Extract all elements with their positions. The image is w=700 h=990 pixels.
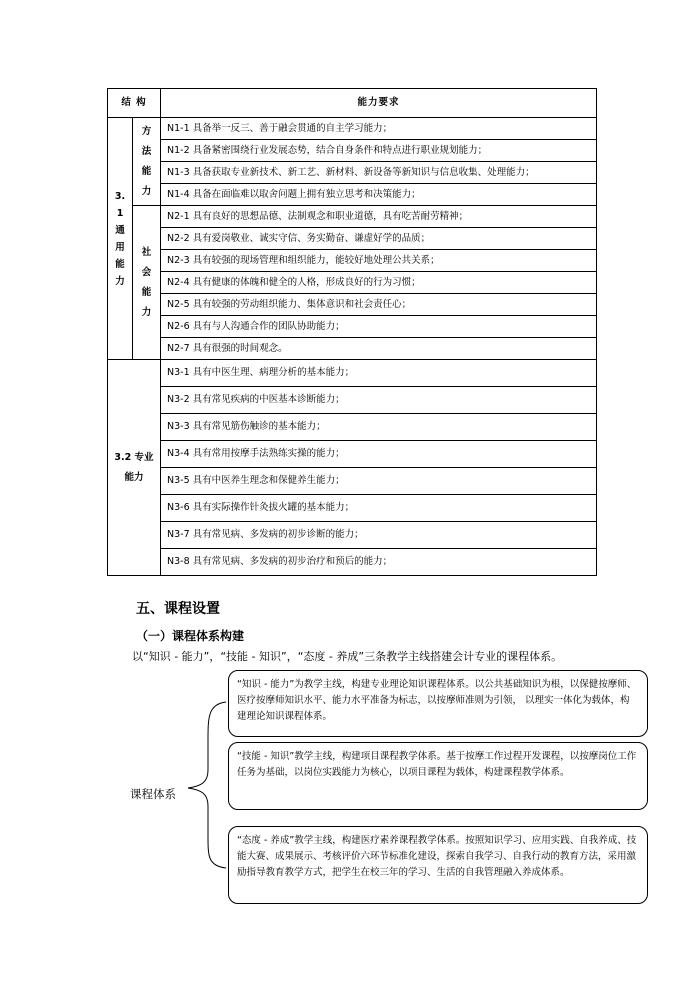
table-row (108, 118, 597, 140)
table-cell: N1-1 具备举一反三、善于融会贯通的自主学习能力； (161, 118, 597, 140)
table-cell: N3-6 具有实际操作针灸拔火罐的基本能力； (161, 495, 597, 522)
table-cell: N2-2 具有爱岗敬业、诚实守信、务实勤奋、谦虚好学的品质； (161, 228, 597, 250)
table-row (108, 250, 597, 272)
skill-knowledge-box: “技能 - 知识”教学主线，构建项目课程教学体系。基于按摩工作过程开发课程，以按摩岗位工作任务为基础，以岗位实践能力为核心，以项目课程为载体，构建课程教学体系。 (228, 742, 648, 810)
intro-paragraph: 以“知识 - 能力”，“技能 - 知识”，“态度 - 养成”三条教学主线搭建会计专业的课程体系。 (132, 650, 563, 663)
table-row (108, 468, 597, 495)
table-row (108, 184, 597, 206)
subsection-title: （一）课程体系构建 (136, 629, 245, 643)
table-cell: N1-4 具备在面临难以取舍问题上拥有独立思考和决策能力； (161, 184, 597, 206)
table-row (108, 338, 597, 360)
group-professional-ability: 3.2 专业能力 (108, 360, 161, 576)
section-title: 五、课程设置 (136, 601, 220, 617)
table-cell: N1-2 具备紧密围绕行业发展态势，结合自身条件和特点进行职业规划能力； (161, 140, 597, 162)
table-row (108, 549, 597, 576)
table-row (108, 316, 597, 338)
table-row (108, 140, 597, 162)
table-row (108, 495, 597, 522)
table-row (108, 206, 597, 228)
table-row (108, 162, 597, 184)
table-cell: N3-7 具有常见病、多发病的初步诊断的能力； (161, 522, 597, 549)
table-cell: N3-8 具有常见病、多发病的初步治疗和预后的能力； (161, 549, 597, 576)
table-cell: N2-4 具有健康的体魄和健全的人格，形成良好的行为习惯； (161, 272, 597, 294)
table-row (108, 414, 597, 441)
table-row (108, 294, 597, 316)
table-cell: N3-4 具有常用按摩手法熟练实操的能力； (161, 441, 597, 468)
table-row (108, 228, 597, 250)
table-row (108, 441, 597, 468)
table-cell: N2-7 具有很强的时间观念。 (161, 338, 597, 360)
group-general-ability: 3.1通用能力 (108, 118, 133, 360)
table-header-row (108, 89, 597, 118)
table-row (108, 272, 597, 294)
table-row (108, 387, 597, 414)
subgroup-method-ability: 方法能力 (133, 118, 161, 206)
table-cell: N2-1 具有良好的思想品德、法制观念和职业道德，具有吃苦耐劳精神； (161, 206, 597, 228)
header-ability-requirement: 能力要求 (161, 89, 597, 118)
knowledge-ability-box: “知识 - 能力”为教学主线，构建专业理论知识课程体系。以公共基础知识为根，以保健按摩师、医疗按摩师知识水平、能力水平准备为标志，以按摩师准则为引领， 以理实一体化为载体，构建理论知识课程体系。 (228, 670, 648, 737)
table-cell: N3-5 具有中医养生理念和保健养生能力； (161, 468, 597, 495)
table-cell: N3-1 具有中医生理、病理分析的基本能力； (161, 360, 597, 387)
subgroup-social-ability: 社会能力 (133, 206, 161, 360)
table-cell: N2-6 具有与人沟通合作的团队协助能力； (161, 316, 597, 338)
table-cell: N3-3 具有常见筋伤触诊的基本能力； (161, 414, 597, 441)
table-cell: N1-3 具备获取专业新技术、新工艺、新材料、新设备等新知识与信息收集、处理能力； (161, 162, 597, 184)
table-cell: N2-3 具有较强的现场管理和组织能力，能较好地处理公共关系； (161, 250, 597, 272)
attitude-cultivation-box: “态度 - 养成”教学主线，构建医疗素养课程教学体系。按照知识学习、应用实践、自我养成、技能大赛、成果展示、考核评价六环节标准化建设，探索自我学习、自我行动的教育方法，采用激励指导教育教学方式，把学生在校三年的学习、生活的自我管理融入养成体系。 (228, 826, 648, 904)
header-structure: 结 构 (108, 89, 161, 118)
table-cell: N2-5 具有较强的劳动组织能力、集体意识和社会责任心； (161, 294, 597, 316)
course-system-label: 课程体系 (130, 787, 176, 801)
table-row (108, 360, 597, 387)
ability-requirements-table (107, 88, 597, 576)
table-cell: N3-2 具有常见疾病的中医基本诊断能力； (161, 387, 597, 414)
curly-brace-connector (184, 700, 228, 870)
table-row (108, 522, 597, 549)
